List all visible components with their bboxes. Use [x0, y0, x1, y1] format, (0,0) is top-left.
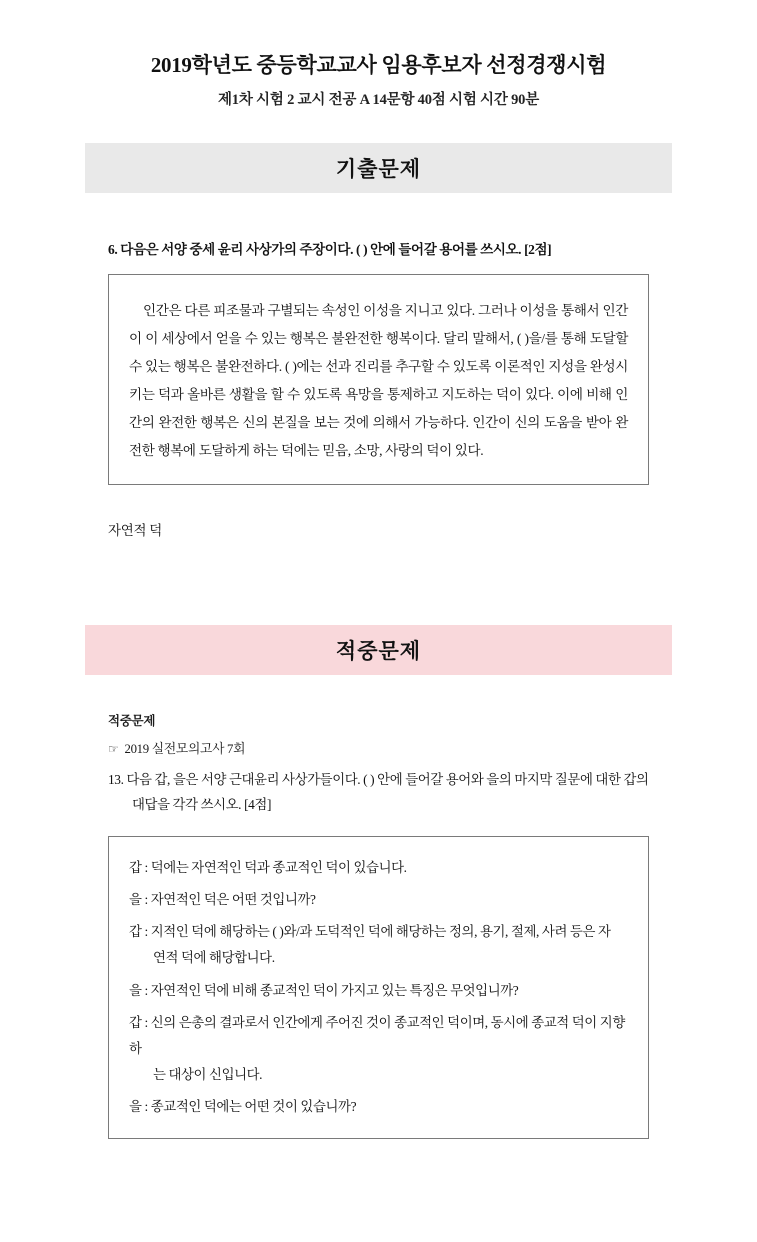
- prediction-exam-content: [0, 711, 757, 1139]
- dialog-line-text: 을 : 자연적인 덕은 어떤 것입니까?: [129, 892, 316, 908]
- pointer-right-icon: ☞: [108, 742, 119, 757]
- dialog-line: [129, 919, 628, 971]
- dialog-line-continuation: 연적 덕에 해당합니다.: [153, 950, 275, 966]
- dialog-line: [129, 855, 628, 881]
- dialog-line: [129, 887, 628, 913]
- page-subtitle: 제1차 시험 2 교시 전공 A 14문항 40점 시험 시간 90분: [217, 92, 540, 109]
- question-6-answer: 자연적 덕: [108, 523, 163, 539]
- page-title: 2019학년도 중등학교교사 임용후보자 선정경쟁시험: [150, 53, 607, 77]
- past-exam-content: [0, 238, 757, 539]
- section-banner-past-exam: [85, 143, 672, 193]
- document-header: [0, 0, 757, 109]
- dialog-line-text: 갑 : 지적인 덕에 해당하는 ( )와/과 도덕적인 덕에 해당하는 정의, 용기, 절제, 사려 등은 자: [129, 924, 611, 940]
- dialog-line-text: 갑 : 덕에는 자연적인 덕과 종교적인 덕이 있습니다.: [129, 860, 407, 876]
- dialog-line: [129, 1010, 628, 1088]
- question-6-passage-text: 인간은 다른 피조물과 구별되는 속성인 이성을 지니고 있다. 그러나 이성을 통해서 인간이 이 세상에서 얻을 수 있는 행복은 불완전한 행복이다. 달리 말해서, ( )을/를 통해 도달할 수 있는 행복은 불완전하다. ( )에는 선과 진리를 추구할 수 있도록 이론적인 지성을 완성시키는 덕과 올바른 생활을 할 수 있도록 욕망을 통제하고 지도하는 덕이 있다. 이에 비해 인간의 완전한 행복은 신의 본질을 보는 것에 의해서 가능하다. 인간이 신의 도움을 받아 완전한 행복에 도달하게 하는 덕에는 믿음, 소망, 사랑의 덕이 있다.: [129, 303, 628, 458]
- section-banner-prediction-exam-label: 적중문제: [335, 639, 422, 664]
- dialog-line-continuation: 는 대상이 신입니다.: [153, 1067, 263, 1083]
- dialog-line: [129, 1094, 628, 1120]
- dialog-line-text: 갑 : 신의 은총의 결과로서 인간에게 주어진 것이 종교적인 덕이며, 동시에 종교적 덕이 지향하: [129, 1014, 625, 1056]
- question-6-passage-box: [108, 274, 649, 485]
- question-13-prompt-line1: 13. 다음 갑, 을은 서양 근대윤리 사상가들이다. ( ) 안에 들어갈 용어와 을의 마지막 질문에 대한 갑의: [108, 772, 649, 788]
- prediction-exam-label: 적중문제: [108, 714, 156, 729]
- prediction-exam-source-text: 2019 실전모의고사 7회: [124, 742, 246, 757]
- dialog-line: [129, 978, 628, 1004]
- question-13-prompt-line2: 대답을 각각 쓰시오. [4점]: [132, 797, 272, 813]
- section-banner-past-exam-label: 기출문제: [335, 157, 422, 182]
- prediction-exam-source-row: [108, 738, 649, 757]
- dialog-line-text: 을 : 종교적인 덕에는 어떤 것이 있습니까?: [129, 1099, 357, 1115]
- dialog-line-text: 을 : 자연적인 덕에 비해 종교적인 덕이 가지고 있는 특징은 무엇입니까?: [129, 982, 519, 998]
- question-13-prompt: [108, 768, 649, 818]
- section-banner-prediction-exam: [85, 625, 672, 675]
- question-13-dialog-box: [108, 836, 649, 1139]
- question-6-prompt: 6. 다음은 서양 중세 윤리 사상가의 주장이다. ( ) 안에 들어갈 용어를 쓰시오. [2점]: [108, 242, 552, 258]
